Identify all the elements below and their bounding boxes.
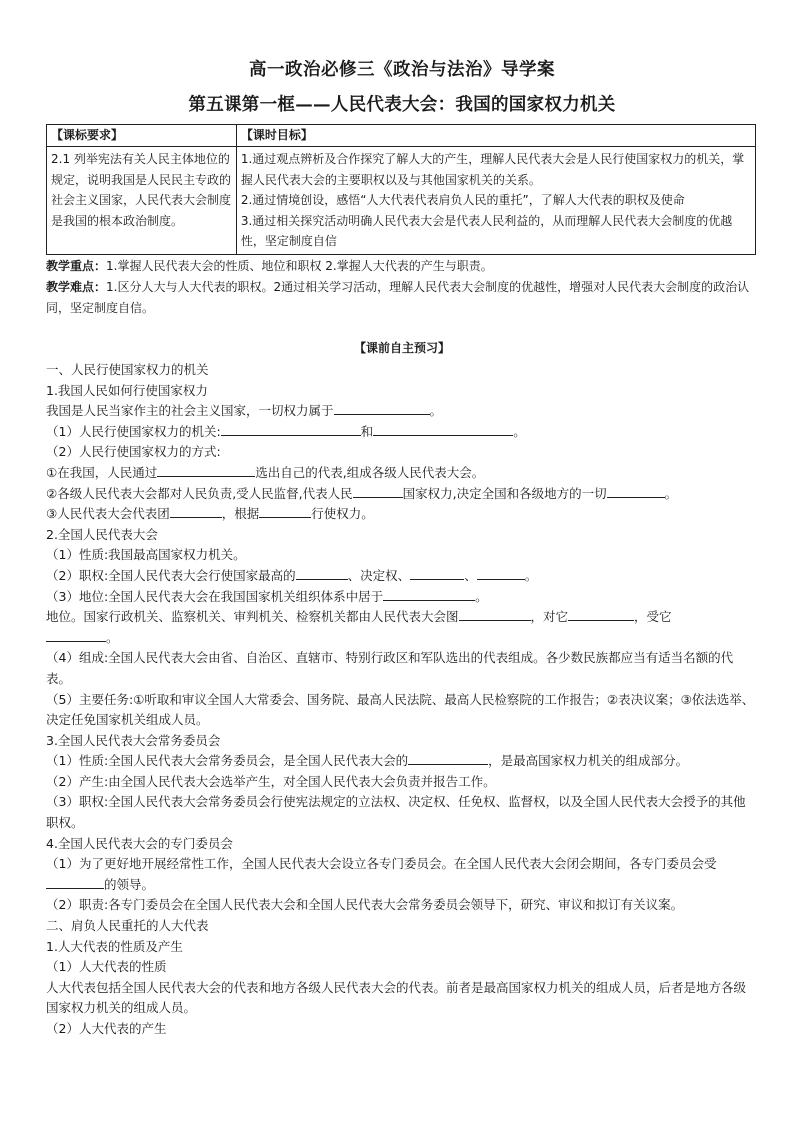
standards-body: 2.1 列举宪法有关人民主体地位的规定，说明我国是人民民主专政的社会主义国家，人民代表大会制度是我国的根本政治制度。 — [47, 147, 237, 255]
answer-blank[interactable] — [410, 566, 464, 580]
fill-line — [46, 628, 758, 649]
line-text: （1）人民行使国家权力的机关: — [46, 423, 221, 439]
fill-line — [46, 422, 758, 443]
key-points-label: 教学重点： — [46, 258, 107, 273]
difficult-points — [46, 277, 758, 318]
answer-blank[interactable] — [296, 566, 348, 580]
fill-line — [46, 587, 758, 608]
subsection-heading: 4.全国人民代表大会的专门委员会 — [46, 835, 233, 851]
objectives-body — [236, 147, 755, 255]
answer-blank[interactable] — [477, 566, 525, 580]
line-text: （1）为了更好地开展经常性工作，全国人民代表大会设立各专门委员会。在全国人民代表大会闭会期间，各专门委员会受 — [46, 856, 717, 872]
objectives-header: 【课时目标】 — [236, 125, 755, 147]
text-paragraph: （5）主要任务:①听取和审议全国人大常委会、国务院、最高人民法院、最高人民检察院的工作报告；②表决议案；③依法选举、决定任免国家机关组成人员。 — [46, 691, 755, 728]
line-text: ①在我国，人民通过 — [46, 464, 158, 480]
text-line: （1）人大代表的性质 — [46, 959, 167, 975]
line-text: ②各级人民代表大会都对人民负责,受人民监督,代表人民 — [46, 485, 353, 501]
document-title: 高一政治必修三《政治与法治》导学案 — [249, 60, 555, 80]
subsection-heading: 1.人大代表的性质及产生 — [46, 938, 183, 954]
line-text: ，对它 — [530, 609, 569, 625]
text-paragraph: 人大代表包括全国人民代表大会的代表和地方各级人民代表大会的代表。前者是最高国家权力机关的组成人员，后者是地方各级国家权力机关的组成人员。 — [46, 979, 747, 1016]
answer-blank[interactable] — [259, 504, 311, 518]
fill-line — [46, 854, 758, 895]
line-text: 。 — [429, 403, 443, 419]
section-heading: 二、肩负人民重托的人大代表 — [46, 918, 209, 934]
line-text: 和 — [360, 423, 374, 439]
answer-blank[interactable] — [459, 607, 531, 621]
fill-line — [46, 504, 758, 525]
answer-blank[interactable] — [408, 751, 488, 765]
line-text: ，根据 — [221, 506, 260, 522]
fill-line — [46, 751, 758, 772]
subsection-heading: 3.全国人民代表大会常务委员会 — [46, 732, 221, 748]
subsection-heading: 2.全国人民代表大会 — [46, 526, 158, 542]
objective-item: 3.通过相关探究活动明确人民代表大会是代表人民利益的，从而理解人民代表大会制度的优越性，坚定制度自信 — [240, 213, 733, 248]
line-text: （3）地位:全国人民代表大会在我国国家机关组织体系中居于 — [46, 588, 384, 604]
preview-heading: 【课前自主预习】 — [353, 341, 450, 355]
objective-item: 2.通过情境创设，感悟“人大代表代表肩负人民的重托”，了解人大代表的职权及使命 — [240, 193, 685, 207]
fill-line — [46, 607, 758, 628]
line-text: 。 — [664, 485, 678, 501]
answer-blank[interactable] — [157, 463, 255, 477]
fill-line — [46, 566, 758, 587]
line-text: ③人民代表大会代表团 — [46, 506, 170, 522]
answer-blank[interactable] — [221, 422, 361, 436]
line-text: 地位。国家行政机关、监察机关、审判机关、检察机关都由人民代表大会图 — [46, 609, 459, 625]
line-text: 、决定权、 — [347, 567, 411, 583]
section-heading: 一、人民行使国家权力的机关 — [46, 362, 209, 377]
standards-header: 【课标要求】 — [47, 125, 237, 147]
fill-line — [46, 484, 758, 505]
answer-blank[interactable] — [568, 607, 634, 621]
text-paragraph: （4）组成:全国人民代表大会由省、自治区、直辖市、特别行政区和军队选出的代表组成。各少数民族都应当有适当名额的代表。 — [46, 650, 734, 686]
line-text: 、 — [464, 567, 477, 583]
line-text: ，受它 — [634, 609, 672, 625]
line-text: 行使权力。 — [311, 506, 374, 522]
text-paragraph: （2）职责:各专门委员会在全国人民代表大会和全国人民代表大会常务委员会领导下，研究、审议和拟订有关议案。 — [46, 897, 684, 913]
answer-blank[interactable] — [373, 422, 513, 436]
lesson-subtitle: 第五课第一框——人民代表大会：我国的国家权力机关 — [188, 95, 616, 115]
answer-blank[interactable] — [46, 628, 106, 642]
fill-line — [46, 463, 758, 484]
subsection-heading: 1.我国人民如何行使国家权力 — [46, 382, 208, 398]
line-text: 的领导。 — [104, 876, 155, 892]
line-text: （2）职权:全国人民代表大会行使国家最高的 — [46, 567, 296, 583]
line-text: 。 — [524, 567, 538, 583]
objective-item: 1.通过观点辨析及合作探究了解人大的产生，理解人民代表大会是人民行使国家权力的机关，掌握人民代表大会的主要职权以及与其他国家机关的关系。 — [240, 152, 745, 187]
worksheet-page — [46, 56, 758, 1040]
line-text: （1）性质:全国人民代表大会常务委员会，是全国人民代表大会的 — [46, 753, 409, 769]
answer-blank[interactable] — [170, 504, 222, 518]
text-line: （2）产生:由全国人民代表大会选举产生，对全国人民代表大会负责并报告工作。 — [46, 773, 496, 789]
answer-blank[interactable] — [607, 484, 665, 498]
difficult-points-label: 教学难点： — [46, 280, 107, 294]
answer-blank[interactable] — [353, 484, 403, 498]
line-text: 我国是人民当家作主的社会主义国家，一切权力属于 — [46, 403, 334, 419]
answer-blank[interactable] — [334, 401, 430, 415]
line-text: 选出自己的代表,组成各级人民代表大会。 — [255, 464, 485, 480]
fill-line — [46, 401, 758, 422]
text-line: （2）人民行使国家权力的方式: — [46, 444, 221, 460]
line-text: 国家权力,决定全国和各级地方的一切 — [402, 485, 607, 501]
answer-blank[interactable] — [383, 587, 475, 601]
text-paragraph: （3）职权:全国人民代表大会常务委员会行使宪法规定的立法权、决定权、任免权、监督权，以及全国人民代表大会授予的其他职权。 — [46, 794, 746, 831]
text-line: （2）人大代表的产生 — [46, 1021, 167, 1036]
line-text: 。 — [106, 629, 119, 645]
key-points — [46, 256, 758, 277]
line-text: 。 — [513, 423, 526, 439]
line-text: ，是最高国家权力机关的组成部分。 — [488, 753, 689, 769]
answer-blank[interactable] — [46, 875, 104, 889]
key-points-text: 1.掌握人民代表大会的性质、地位和职权 2.掌握人大代表的产生与职责。 — [106, 258, 493, 273]
text-line: （1）性质:我国最高国家权力机关。 — [46, 547, 246, 563]
objectives-table — [46, 124, 756, 255]
line-text: 。 — [475, 588, 488, 604]
difficult-points-text: 1.区分人大与人大代表的职权。2通过相关学习活动，理解人民代表大会制度的优越性，增强对人民代表大会制度的政治认同，坚定制度自信。 — [46, 280, 750, 315]
